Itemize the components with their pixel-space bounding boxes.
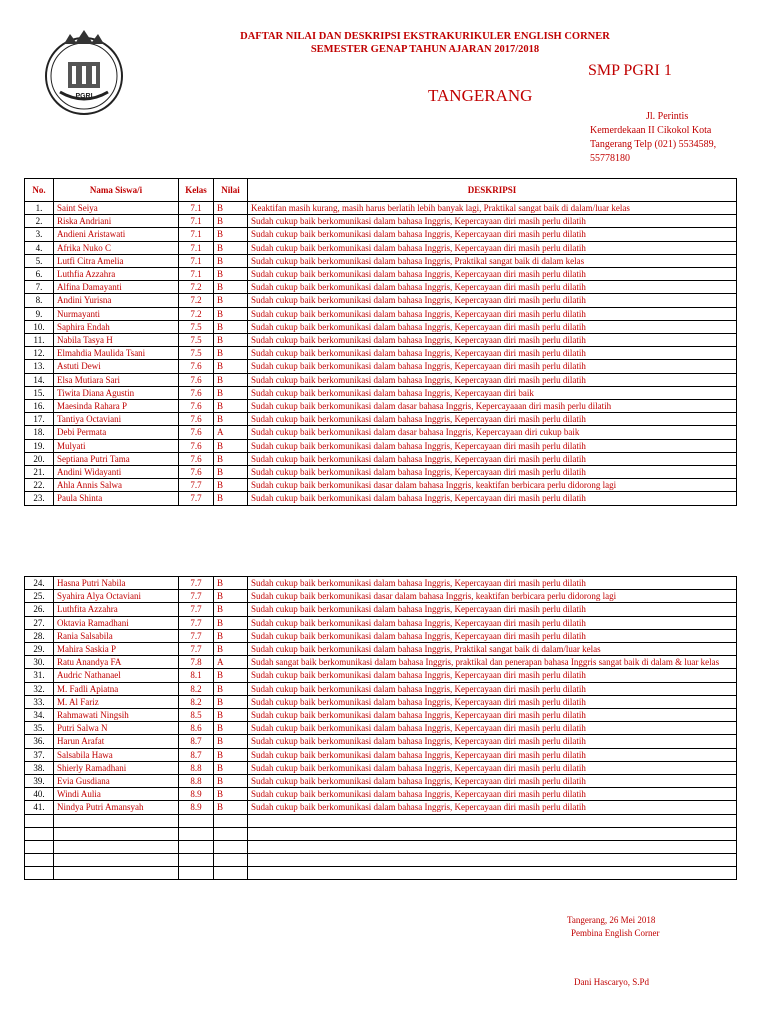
table-row	[25, 669, 737, 682]
table-row	[25, 603, 737, 616]
table-row	[25, 373, 737, 386]
cell-kelas: 7.1	[179, 241, 214, 254]
table-row	[25, 590, 737, 603]
empty-cell	[54, 866, 179, 879]
cell-deskripsi: Sudah sangat baik berkomunikasi dalam bahasa Inggris, praktikal dan penerapan bahasa Inggris sangat baik di dalam & luar kelas	[248, 656, 737, 669]
cell-deskripsi: Sudah cukup baik berkomunikasi dalam bahasa Inggris, Kepercayaan diri masih perlu dilatih	[248, 722, 737, 735]
cell-name: Nurmayanti	[54, 307, 179, 320]
cell-no: 21.	[25, 466, 54, 479]
table-row	[25, 413, 737, 426]
cell-no: 29.	[25, 643, 54, 656]
cell-name: Andieni Aristawati	[54, 228, 179, 241]
cell-no: 8.	[25, 294, 54, 307]
title-line-2: SEMESTER GENAP TAHUN AJARAN 2017/2018	[310, 44, 540, 55]
cell-deskripsi: Sudah cukup baik berkomunikasi dalam bahasa Inggris, Kepercayaan diri masih perlu dilatih	[248, 775, 737, 788]
cell-name: Rania Salsabila	[54, 629, 179, 642]
cell-deskripsi: Sudah cukup baik berkomunikasi dalam bahasa Inggris, Kepercayaan diri masih perlu dilatih	[248, 215, 737, 228]
empty-cell	[25, 840, 54, 853]
cell-nilai: B	[214, 629, 248, 642]
table-row	[25, 347, 737, 360]
cell-no: 3.	[25, 228, 54, 241]
cell-no: 35.	[25, 722, 54, 735]
cell-kelas: 7.7	[179, 492, 214, 505]
cell-no: 14.	[25, 373, 54, 386]
cell-name: Elmahdia Maulida Tsani	[54, 347, 179, 360]
cell-no: 38.	[25, 761, 54, 774]
cell-deskripsi: Sudah cukup baik berkomunikasi dalam bahasa Inggris, Kepercayaan diri masih perlu dilatih	[248, 228, 737, 241]
cell-deskripsi: Sudah cukup baik berkomunikasi dalam bahasa Inggris, Kepercayaan diri masih perlu dilatih	[248, 281, 737, 294]
address-line: Tangerang Telp (021) 5534589,	[590, 139, 717, 150]
table-row	[25, 360, 737, 373]
table-row	[25, 320, 737, 333]
cell-name: M. Al Fariz	[54, 695, 179, 708]
cell-no: 2.	[25, 215, 54, 228]
cell-kelas: 7.6	[179, 373, 214, 386]
cell-nilai: B	[214, 241, 248, 254]
cell-nilai: B	[214, 492, 248, 505]
cell-name: Debi Permata	[54, 426, 179, 439]
cell-nilai: B	[214, 682, 248, 695]
cell-deskripsi: Keaktifan masih kurang, masih harus berlatih lebih banyak lagi, Praktikal sangat baik di dalam/luar kelas	[248, 202, 737, 215]
cell-kelas: 7.8	[179, 656, 214, 669]
cell-deskripsi: Sudah cukup baik berkomunikasi dalam dasar bahasa Inggris, Kepercayaan diri cukup baik	[248, 426, 737, 439]
cell-deskripsi: Sudah cukup baik berkomunikasi dalam bahasa Inggris, Kepercayaan diri masih perlu dilatih	[248, 709, 737, 722]
address-line: 55778180	[590, 153, 630, 164]
cell-kelas: 8.5	[179, 709, 214, 722]
cell-kelas: 7.2	[179, 307, 214, 320]
cell-nilai: B	[214, 452, 248, 465]
pgri-logo	[38, 26, 130, 118]
cell-kelas: 8.9	[179, 801, 214, 814]
table-row	[25, 426, 737, 439]
cell-name: Putri Salwa N	[54, 722, 179, 735]
cell-deskripsi: Sudah cukup baik berkomunikasi dalam bahasa Inggris, Kepercayaan diri masih perlu dilatih	[248, 761, 737, 774]
cell-kelas: 7.6	[179, 452, 214, 465]
cell-no: 40.	[25, 788, 54, 801]
table-row	[25, 775, 737, 788]
cell-no: 6.	[25, 268, 54, 281]
empty-cell	[214, 840, 248, 853]
school-address	[590, 110, 740, 166]
cell-no: 25.	[25, 590, 54, 603]
cell-kelas: 7.1	[179, 254, 214, 267]
cell-deskripsi: Sudah cukup baik berkomunikasi dalam bahasa Inggris, Kepercayaan diri masih perlu dilatih	[248, 682, 737, 695]
cell-kelas: 8.7	[179, 735, 214, 748]
cell-name: Maesinda Rahara P	[54, 400, 179, 413]
empty-cell	[248, 853, 737, 866]
cell-nilai: B	[214, 735, 248, 748]
signature-name: Dani Hascaryo, S.Pd	[574, 977, 649, 987]
table-row	[25, 439, 737, 452]
cell-deskripsi: Sudah cukup baik berkomunikasi dalam bahasa Inggris, Kepercayaan diri masih perlu dilatih	[248, 492, 737, 505]
cell-nilai: B	[214, 202, 248, 215]
empty-cell	[248, 814, 737, 827]
table-row	[25, 695, 737, 708]
col-header-deskripsi: DESKRIPSI	[248, 179, 737, 202]
cell-deskripsi: Sudah cukup baik berkomunikasi dalam bahasa Inggris, Kepercayaan diri masih perlu dilatih	[248, 452, 737, 465]
empty-cell	[214, 853, 248, 866]
cell-no: 39.	[25, 775, 54, 788]
cell-deskripsi: Sudah cukup baik berkomunikasi dalam bahasa Inggris, Kepercayaan diri masih perlu dilatih	[248, 241, 737, 254]
cell-kelas: 7.7	[179, 643, 214, 656]
empty-row	[25, 853, 737, 866]
cell-no: 32.	[25, 682, 54, 695]
empty-cell	[54, 814, 179, 827]
table-row	[25, 643, 737, 656]
cell-kelas: 8.1	[179, 669, 214, 682]
cell-nilai: B	[214, 788, 248, 801]
cell-name: Elsa Mutiara Sari	[54, 373, 179, 386]
cell-no: 23.	[25, 492, 54, 505]
cell-kelas: 7.6	[179, 360, 214, 373]
cell-name: Ahla Annis Salwa	[54, 479, 179, 492]
cell-nilai: B	[214, 590, 248, 603]
cell-name: Paula Shinta	[54, 492, 179, 505]
cell-no: 19.	[25, 439, 54, 452]
col-header-kelas: Kelas	[179, 179, 214, 202]
table-row	[25, 466, 737, 479]
cell-kelas: 8.6	[179, 722, 214, 735]
cell-no: 18.	[25, 426, 54, 439]
cell-no: 27.	[25, 616, 54, 629]
empty-cell	[179, 866, 214, 879]
cell-deskripsi: Sudah cukup baik berkomunikasi dasar dalam bahasa Inggris, keaktifan berbicara perlu didorong lagi	[248, 479, 737, 492]
cell-deskripsi: Sudah cukup baik berkomunikasi dalam bahasa Inggris, Kepercayaan diri masih perlu dilatih	[248, 373, 737, 386]
empty-row	[25, 814, 737, 827]
cell-name: Tantiya Octaviani	[54, 413, 179, 426]
cell-no: 26.	[25, 603, 54, 616]
table-row	[25, 748, 737, 761]
table-row	[25, 629, 737, 642]
table-row	[25, 616, 737, 629]
cell-nilai: B	[214, 373, 248, 386]
cell-no: 20.	[25, 452, 54, 465]
cell-kelas: 7.7	[179, 629, 214, 642]
cell-deskripsi: Sudah cukup baik berkomunikasi dalam bahasa Inggris, Kepercayaan diri masih perlu dilatih	[248, 788, 737, 801]
cell-nilai: B	[214, 616, 248, 629]
cell-deskripsi: Sudah cukup baik berkomunikasi dalam bahasa Inggris, Kepercayaan diri masih perlu dilatih	[248, 466, 737, 479]
address-line: Kemerdekaan II Cikokol Kota	[590, 125, 712, 136]
cell-kelas: 8.7	[179, 748, 214, 761]
cell-name: Ratu Anandya FA	[54, 656, 179, 669]
empty-cell	[54, 840, 179, 853]
cell-nilai: B	[214, 748, 248, 761]
cell-deskripsi: Sudah cukup baik berkomunikasi dalam bahasa Inggris, Kepercayaan diri masih perlu dilatih	[248, 695, 737, 708]
cell-nilai: A	[214, 656, 248, 669]
cell-name: Riska Andriani	[54, 215, 179, 228]
cell-nilai: B	[214, 479, 248, 492]
signature-role: Pembina English Corner	[571, 928, 660, 938]
cell-no: 41.	[25, 801, 54, 814]
cell-name: Harun Arafat	[54, 735, 179, 748]
table-row	[25, 735, 737, 748]
table-row	[25, 492, 737, 505]
address-line: Jl. Perintis	[646, 111, 689, 122]
cell-nilai: B	[214, 709, 248, 722]
cell-name: Afrika Nuko C	[54, 241, 179, 254]
cell-nilai: B	[214, 801, 248, 814]
cell-nilai: B	[214, 281, 248, 294]
cell-deskripsi: Sudah cukup baik berkomunikasi dalam bahasa Inggris, Kepercayaan diri baik	[248, 386, 737, 399]
empty-cell	[54, 827, 179, 840]
table-row	[25, 788, 737, 801]
cell-kelas: 7.6	[179, 413, 214, 426]
cell-name: Audric Nathanael	[54, 669, 179, 682]
cell-deskripsi: Sudah cukup baik berkomunikasi dasar dalam bahasa Inggris, keaktifan berbicara perlu didorong lagi	[248, 590, 737, 603]
cell-kelas: 7.7	[179, 603, 214, 616]
cell-no: 10.	[25, 320, 54, 333]
empty-row	[25, 827, 737, 840]
empty-cell	[54, 853, 179, 866]
cell-name: Septiana Putri Tama	[54, 452, 179, 465]
cell-nilai: B	[214, 320, 248, 333]
empty-cell	[214, 866, 248, 879]
table-row	[25, 682, 737, 695]
cell-name: Astuti Dewi	[54, 360, 179, 373]
cell-deskripsi: Sudah cukup baik berkomunikasi dalam bahasa Inggris, Kepercayaan diri masih perlu dilatih	[248, 735, 737, 748]
cell-no: 11.	[25, 334, 54, 347]
cell-kelas: 7.6	[179, 386, 214, 399]
cell-name: Tiwita Diana Agustin	[54, 386, 179, 399]
cell-deskripsi: Sudah cukup baik berkomunikasi dalam bahasa Inggris, Kepercayaan diri masih perlu dilatih	[248, 669, 737, 682]
cell-no: 28.	[25, 629, 54, 642]
cell-nilai: B	[214, 643, 248, 656]
cell-kelas: 7.2	[179, 294, 214, 307]
cell-nilai: B	[214, 775, 248, 788]
cell-name: Mulyati	[54, 439, 179, 452]
cell-no: 31.	[25, 669, 54, 682]
cell-name: Andini Yurisna	[54, 294, 179, 307]
cell-nilai: B	[214, 761, 248, 774]
cell-kelas: 7.7	[179, 577, 214, 590]
table-row	[25, 452, 737, 465]
table-row	[25, 215, 737, 228]
cell-name: Nindya Putri Amansyah	[54, 801, 179, 814]
cell-kelas: 8.8	[179, 775, 214, 788]
cell-name: Oktavia Ramadhani	[54, 616, 179, 629]
cell-name: Salsabila Hawa	[54, 748, 179, 761]
empty-cell	[248, 827, 737, 840]
cell-deskripsi: Sudah cukup baik berkomunikasi dalam bahasa Inggris, Kepercayaan diri masih perlu dilatih	[248, 801, 737, 814]
cell-nilai: B	[214, 228, 248, 241]
cell-deskripsi: Sudah cukup baik berkomunikasi dalam bahasa Inggris, Kepercayaan diri masih perlu dilatih	[248, 347, 737, 360]
cell-nilai: B	[214, 722, 248, 735]
empty-cell	[25, 814, 54, 827]
cell-kelas: 8.2	[179, 695, 214, 708]
cell-name: M. Fadli Apiatna	[54, 682, 179, 695]
cell-name: Andini Widayanti	[54, 466, 179, 479]
cell-deskripsi: Sudah cukup baik berkomunikasi dalam bahasa Inggris, Kepercayaan diri masih perlu dilatih	[248, 360, 737, 373]
cell-nilai: B	[214, 466, 248, 479]
cell-no: 30.	[25, 656, 54, 669]
table-row	[25, 241, 737, 254]
cell-deskripsi: Sudah cukup baik berkomunikasi dalam bahasa Inggris, Kepercayaan diri masih perlu dilatih	[248, 268, 737, 281]
signature-place-date: Tangerang, 26 Mei 2018	[567, 915, 656, 925]
cell-kelas: 7.5	[179, 320, 214, 333]
cell-name: Rahmawati Ningsih	[54, 709, 179, 722]
table-row	[25, 577, 737, 590]
cell-nilai: B	[214, 360, 248, 373]
cell-nilai: B	[214, 347, 248, 360]
cell-nilai: A	[214, 426, 248, 439]
cell-nilai: B	[214, 268, 248, 281]
cell-no: 17.	[25, 413, 54, 426]
table-row	[25, 479, 737, 492]
cell-deskripsi: Sudah cukup baik berkomunikasi dalam bahasa Inggris, Kepercayaan diri masih perlu dilatih	[248, 439, 737, 452]
cell-kelas: 7.7	[179, 479, 214, 492]
table-row	[25, 761, 737, 774]
cell-no: 13.	[25, 360, 54, 373]
col-header-nilai: Nilai	[214, 179, 248, 202]
empty-cell	[179, 853, 214, 866]
empty-cell	[25, 866, 54, 879]
cell-no: 34.	[25, 709, 54, 722]
cell-no: 15.	[25, 386, 54, 399]
cell-deskripsi: Sudah cukup baik berkomunikasi dalam bahasa Inggris, Kepercayaan diri masih perlu dilatih	[248, 616, 737, 629]
cell-kelas: 7.6	[179, 426, 214, 439]
table-row	[25, 281, 737, 294]
cell-name: Saint Seiya	[54, 202, 179, 215]
cell-kelas: 7.6	[179, 400, 214, 413]
logo-text: PGRI	[75, 93, 93, 100]
cell-kelas: 7.1	[179, 202, 214, 215]
empty-cell	[179, 814, 214, 827]
cell-no: 16.	[25, 400, 54, 413]
cell-kelas: 7.7	[179, 616, 214, 629]
table-row	[25, 801, 737, 814]
school-name: SMP PGRI 1	[588, 62, 672, 79]
table-row	[25, 334, 737, 347]
cell-deskripsi: Sudah cukup baik berkomunikasi dalam bahasa Inggris, Kepercayaan diri masih perlu dilatih	[248, 629, 737, 642]
cell-kelas: 7.5	[179, 334, 214, 347]
cell-name: Alfina Damayanti	[54, 281, 179, 294]
cell-kelas: 7.1	[179, 268, 214, 281]
empty-cell	[248, 840, 737, 853]
empty-cell	[179, 827, 214, 840]
title-line-1: DAFTAR NILAI DAN DESKRIPSI EKSTRAKURIKULER ENGLISH CORNER	[240, 31, 610, 42]
empty-row	[25, 840, 737, 853]
empty-cell	[214, 827, 248, 840]
table-row	[25, 656, 737, 669]
cell-nilai: B	[214, 215, 248, 228]
table-row	[25, 709, 737, 722]
cell-nilai: B	[214, 386, 248, 399]
cell-nilai: B	[214, 400, 248, 413]
empty-row	[25, 866, 737, 879]
cell-kelas: 8.8	[179, 761, 214, 774]
cell-kelas: 7.6	[179, 466, 214, 479]
table-header-row	[25, 179, 737, 202]
document-title	[210, 30, 640, 56]
cell-name: Mahira Saskia P	[54, 643, 179, 656]
cell-name: Syahira Alya Octaviani	[54, 590, 179, 603]
cell-kelas: 7.5	[179, 347, 214, 360]
table-row	[25, 722, 737, 735]
cell-deskripsi: Sudah cukup baik berkomunikasi dalam bahasa Inggris, Praktikal sangat baik di dalam kelas	[248, 254, 737, 267]
cell-nilai: B	[214, 603, 248, 616]
cell-kelas: 7.1	[179, 215, 214, 228]
cell-no: 7.	[25, 281, 54, 294]
table-row	[25, 307, 737, 320]
cell-deskripsi: Sudah cukup baik berkomunikasi dalam bahasa Inggris, Kepercayaan diri masih perlu dilatih	[248, 294, 737, 307]
cell-kelas: 8.2	[179, 682, 214, 695]
table-row	[25, 268, 737, 281]
cell-kelas: 7.7	[179, 590, 214, 603]
empty-cell	[25, 853, 54, 866]
cell-no: 9.	[25, 307, 54, 320]
cell-deskripsi: Sudah cukup baik berkomunikasi dalam bahasa Inggris, Kepercayaan diri masih perlu dilatih	[248, 577, 737, 590]
col-header-name: Nama Siswa/i	[54, 179, 179, 202]
cell-deskripsi: Sudah cukup baik berkomunikasi dalam bahasa Inggris, Kepercayaan diri masih perlu dilatih	[248, 603, 737, 616]
cell-no: 22.	[25, 479, 54, 492]
table-row	[25, 294, 737, 307]
table-row	[25, 386, 737, 399]
cell-nilai: B	[214, 695, 248, 708]
cell-nilai: B	[214, 413, 248, 426]
empty-cell	[248, 866, 737, 879]
cell-name: Lutfi Citra Amelia	[54, 254, 179, 267]
cell-no: 4.	[25, 241, 54, 254]
cell-name: Evia Gusdiana	[54, 775, 179, 788]
empty-cell	[214, 814, 248, 827]
cell-no: 24.	[25, 577, 54, 590]
cell-no: 36.	[25, 735, 54, 748]
cell-name: Shierly Ramadhani	[54, 761, 179, 774]
cell-nilai: B	[214, 254, 248, 267]
cell-no: 5.	[25, 254, 54, 267]
cell-name: Luthfita Azzahra	[54, 603, 179, 616]
cell-name: Saphira Endah	[54, 320, 179, 333]
cell-no: 33.	[25, 695, 54, 708]
cell-no: 37.	[25, 748, 54, 761]
cell-kelas: 7.2	[179, 281, 214, 294]
cell-no: 1.	[25, 202, 54, 215]
cell-nilai: B	[214, 307, 248, 320]
cell-nilai: B	[214, 334, 248, 347]
cell-kelas: 8.9	[179, 788, 214, 801]
table-row	[25, 228, 737, 241]
cell-deskripsi: Sudah cukup baik berkomunikasi dalam bahasa Inggris, Kepercayaan diri masih perlu dilatih	[248, 307, 737, 320]
grades-table-page1	[24, 178, 737, 506]
cell-name: Nabila Tasya H	[54, 334, 179, 347]
cell-deskripsi: Sudah cukup baik berkomunikasi dalam dasar bahasa Inggris, Kepercayaaan diri masih perlu dilatih	[248, 400, 737, 413]
table-row	[25, 202, 737, 215]
cell-nilai: B	[214, 669, 248, 682]
cell-nilai: B	[214, 294, 248, 307]
cell-deskripsi: Sudah cukup baik berkomunikasi dalam bahasa Inggris, Kepercayaan diri masih perlu dilatih	[248, 748, 737, 761]
cell-deskripsi: Sudah cukup baik berkomunikasi dalam bahasa Inggris, Kepercayaan diri masih perlu dilatih	[248, 320, 737, 333]
cell-nilai: B	[214, 439, 248, 452]
col-header-no: No.	[25, 179, 54, 202]
cell-deskripsi: Sudah cukup baik berkomunikasi dalam bahasa Inggris, Kepercayaan diri masih perlu dilatih	[248, 334, 737, 347]
empty-cell	[179, 840, 214, 853]
cell-name: Windi Aulia	[54, 788, 179, 801]
cell-name: Luthfia Azzahra	[54, 268, 179, 281]
cell-deskripsi: Sudah cukup baik berkomunikasi dalam bahasa Inggris, Praktikal sangat baik di dalam/luar kelas	[248, 643, 737, 656]
cell-kelas: 7.1	[179, 228, 214, 241]
table-row	[25, 254, 737, 267]
cell-name: Hasna Putri Nabila	[54, 577, 179, 590]
empty-cell	[25, 827, 54, 840]
cell-deskripsi: Sudah cukup baik berkomunikasi dalam bahasa Inggris, Kepercayaan diri masih perlu dilatih	[248, 413, 737, 426]
city-name: TANGERANG	[428, 86, 533, 105]
grades-table-page2	[24, 576, 737, 880]
cell-kelas: 7.6	[179, 439, 214, 452]
cell-no: 12.	[25, 347, 54, 360]
cell-nilai: B	[214, 577, 248, 590]
table-row	[25, 400, 737, 413]
